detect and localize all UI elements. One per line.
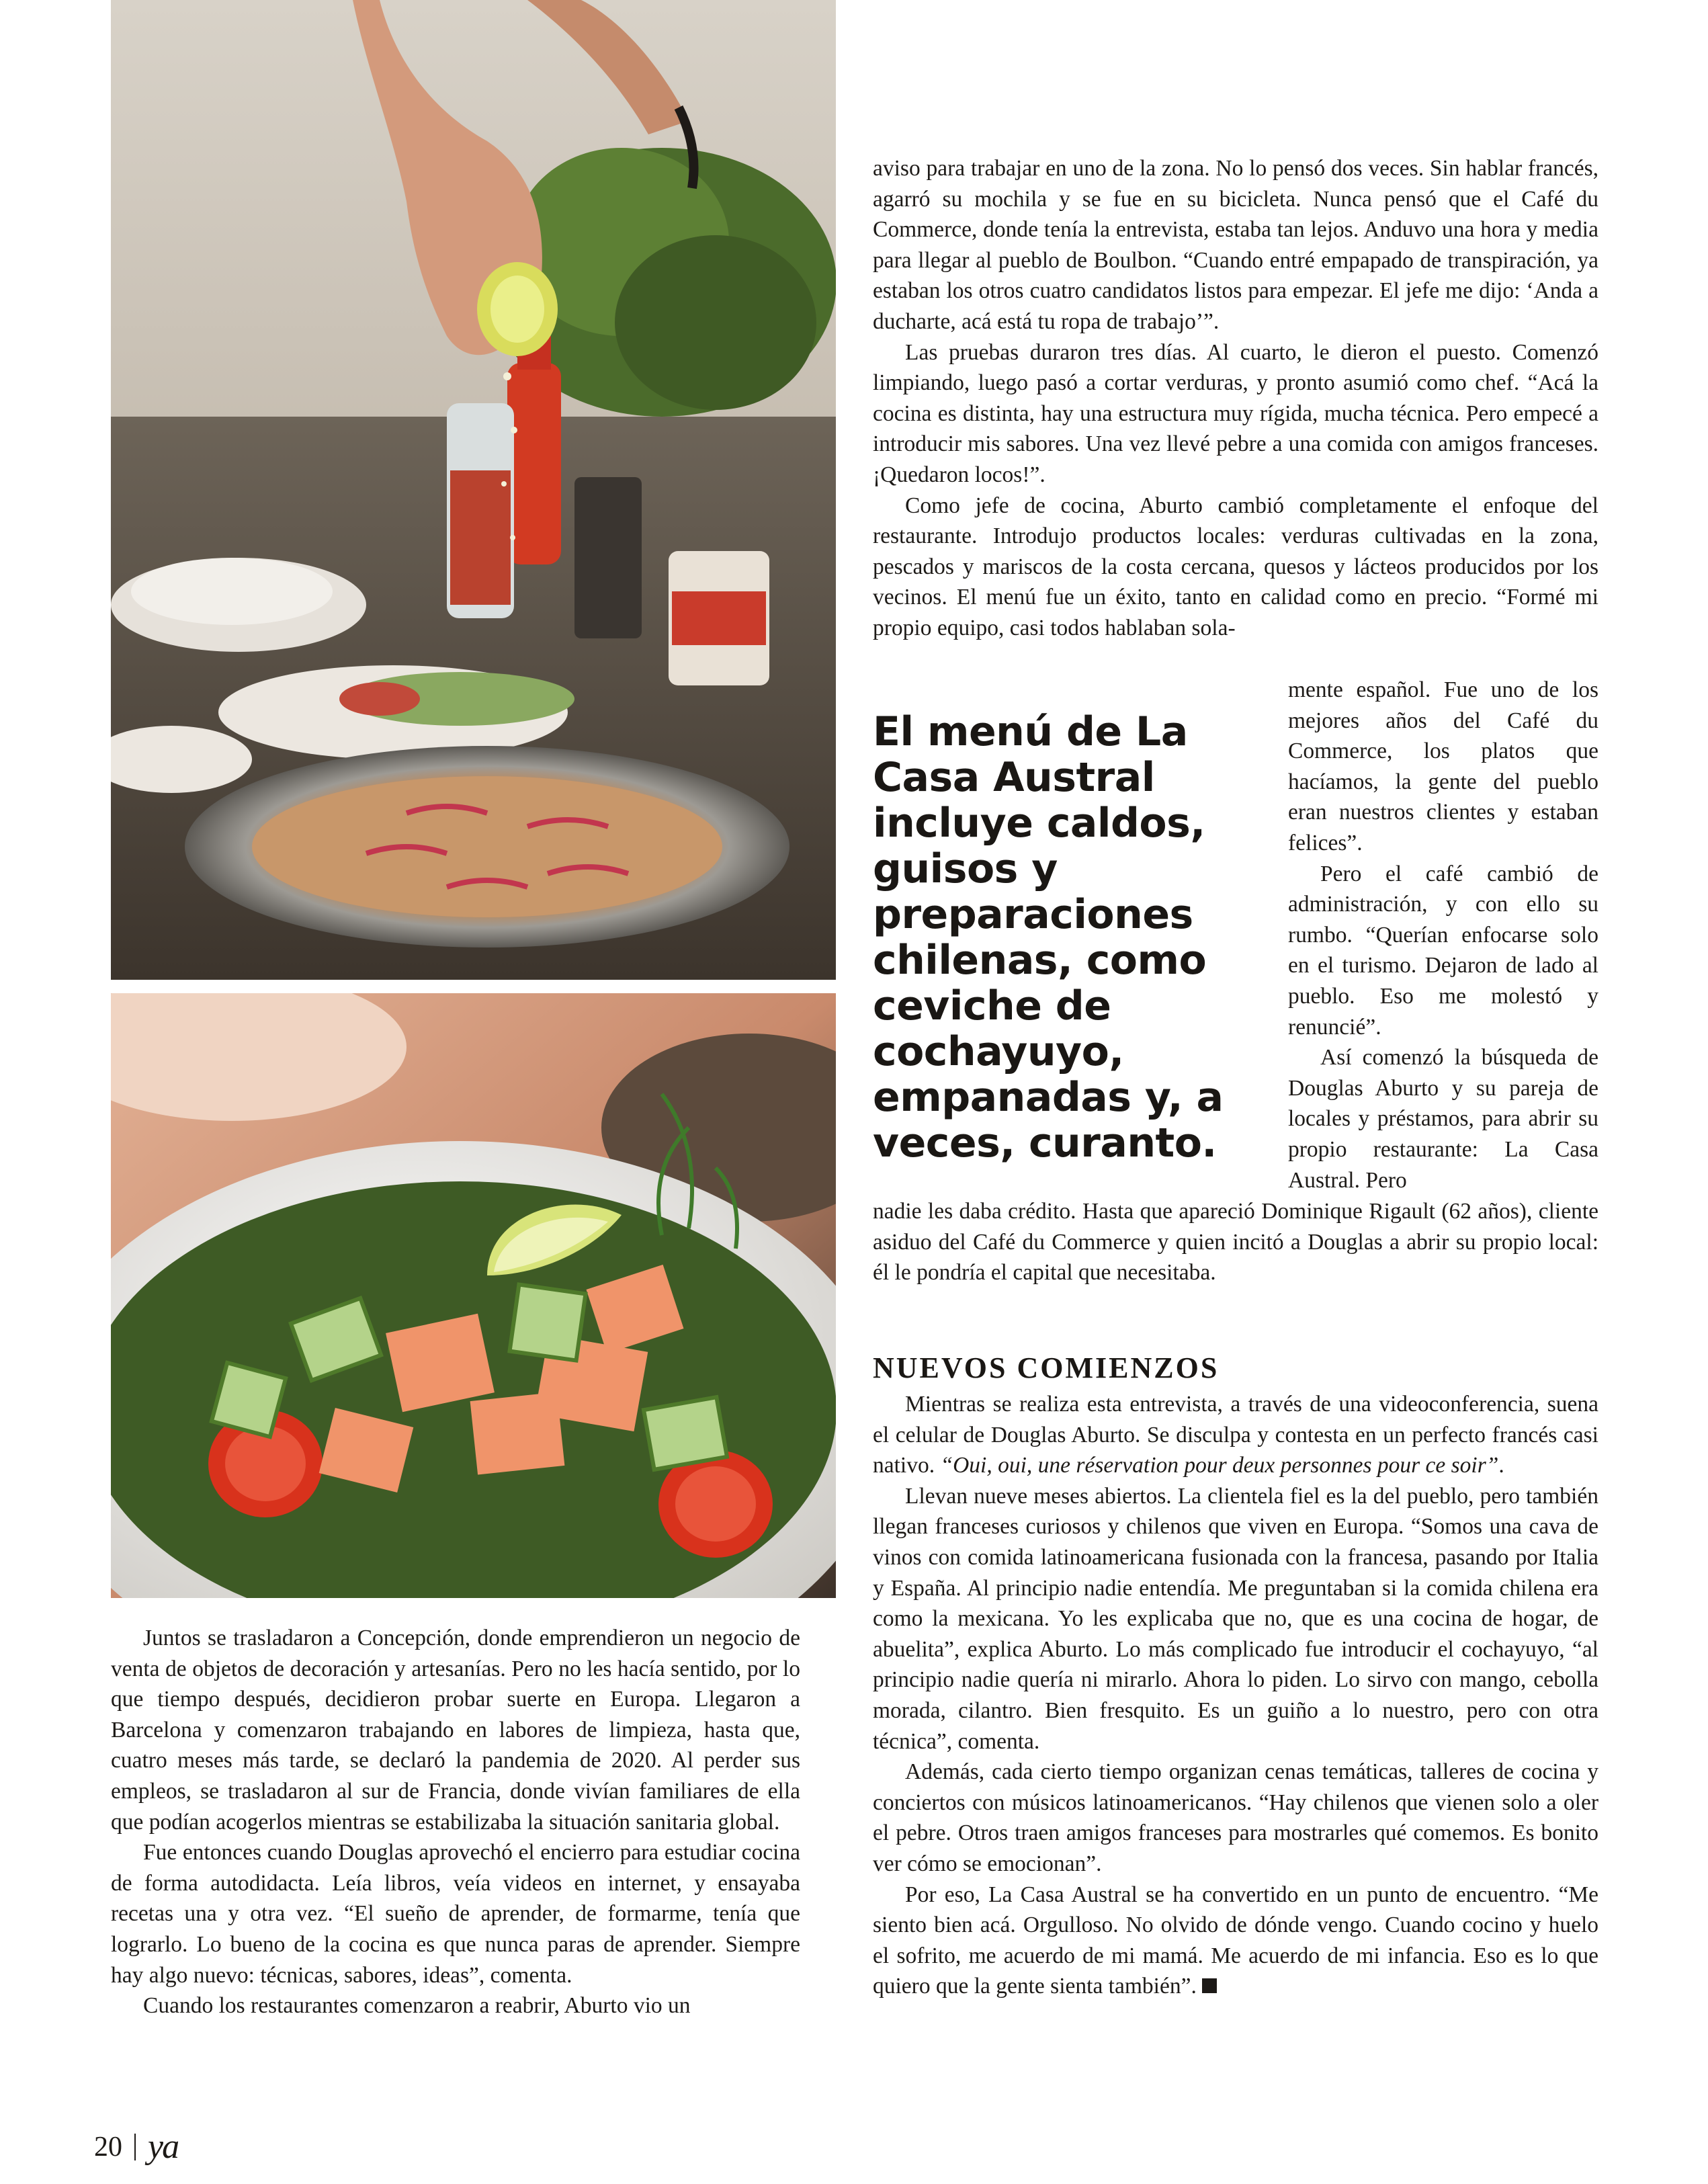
right-text-column-top [873, 153, 1598, 644]
section-paragraph-3: Además, cada cierto tiempo organizan cenas temáticas, talleres de cocina y conciertos con músicos latinoamericanos. “Hay chilenos que vienen solo a oler el pebre. Otros traen amigos franceses para mostrarles qué comemos. Es bonito ver cómo se emocionan”. [873, 1759, 1598, 1876]
right-paragraph-3: Como jefe de cocina, Aburto cambió completamente el enfoque del restaurante. Introdujo productos locales: verduras cultivadas en la zona, pescados y mariscos de la costa cercana, quesos y lácteos producidos por los vecinos. El menú fue un éxito, tanto en calidad como en precio. “Formé mi propio equipo, casi todos hablaban sola- [873, 493, 1598, 640]
right-paragraph-1: aviso para trabajar en uno de la zona. No lo pensó dos veces. Sin hablar francés, agarró su mochila y se fue en su bicicleta. Nunca pensó que el Café du Commerce, donde tenía la entrevista, estaba tan lejos. Anduvo una hora y media para llegar al pueblo de Boulbon. “Cuando entré empapado de transpiración, ya estaban los otros cuatro candidatos listos para empezar. El jefe me dijo: ‘Anda a ducharte, acá está tu ropa de trabajo’”. [873, 156, 1598, 334]
narrow-paragraph-1: mente español. Fue uno de los mejores años del Café du Commerce, los platos que hacíamos, la gente del pueblo eran nuestros clientes y estaban felices”. [1288, 677, 1598, 855]
section-paragraph-4-text: Por eso, La Casa Austral se ha convertido en un punto de encuentro. “Me siento bien acá. Orgulloso. No olvido de dónde vengo. Cuando cocino y huelo el sofrito, me acuerdo de mi mamá. Me acuerdo de mi infancia. Eso es lo que quiero que la gente sienta también”. [873, 1882, 1598, 1999]
right-text-column-wide [873, 1196, 1598, 1288]
narrow-paragraph-2: Pero el café cambió de administración, y con ello su rumbo. “Querían enfocarse solo en el turismo. Dejaron de lado al pueblo. Eso me molestó y renuncié”. [1288, 861, 1598, 1040]
section-paragraph-2: Llevan nueve meses abiertos. La clientela fiel es la del pueblo, pero también llegan franceses curiosos y chilenos que viven en Europa. “Somos una cava de vinos con comida latinoamericana fusionada con la francesa, pasando por Italia y España. Al principio nadie entendía. Me preguntaban si la comida chilena era como la mexicana. Yo les explicaba que no, que es una cocina de hogar, de abuelita”, explica Aburto. Lo más complicado fue introducir el cochayuyo, “al principio nadie quería ni mirarlo. Ahora lo piden. Lo sirvo con mango, cebolla morada, cilantro. Bien fresquito. Es un guiño a lo nuestro, pero con otra técnica”, comenta. [873, 1483, 1598, 1754]
right-text-column-narrow [1288, 675, 1598, 1195]
section-paragraph-1-quote: “Oui, oui, une réservation pour deux personnes pour ce soir” [940, 1453, 1499, 1478]
section-text-column [873, 1389, 1598, 2002]
photo-ceviche-bowl [111, 993, 836, 1598]
pull-quote: El menú de La Casa Austral incluye caldos, guisos y preparaciones chilenas, como ceviche de cochayuyo, empanadas y, a veces, curanto. [873, 708, 1224, 1167]
section-heading: NUEVOS COMIENZOS [873, 1351, 1220, 1384]
left-paragraph-3: Cuando los restaurantes comenzaron a reabrir, Aburto vio un [143, 1993, 691, 2019]
magazine-logo: ya [148, 2128, 179, 2166]
left-paragraph-1: Juntos se trasladaron a Concepción, donde emprendieron un negocio de venta de objetos de decoración y artesanías. Pero no les hacía sentido, por lo que tiempo después, decidieron probar suerte en Europa. Llegaron a Barcelona y comenzaron trabajando en labores de limpieza, hasta que, cuatro meses más tarde, se declaró la pandemia de 2020. Al perder sus empleos, se trasladaron al sur de Francia, donde vivían familiares de ella que podían acogerlos mientras se estabilizaba la situación sanitaria global. [111, 1626, 800, 1835]
right-paragraph-2: Las pruebas duraron tres días. Al cuarto, le dieron el puesto. Comenzó limpiando, luego pasó a cortar verduras, y pronto asumió como chef. “Acá la cocina es distinta, hay una estructura muy rígida, mucha técnica. Pero empecé a introducir mis sabores. Una vez llevé pebre a una comida con amigos franceses. ¡Quedaron locos!”. [873, 339, 1598, 487]
page-number: 20 [94, 2131, 122, 2162]
folio-divider [134, 2134, 136, 2160]
photo-chef-plating [111, 0, 836, 980]
section-paragraph-1-text: Mientras se realiza esta entrevista, a través de una videoconferencia, suena el celular de Douglas Aburto. Se disculpa y contesta en un perfecto francés casi nativo. [873, 1392, 1598, 1478]
narrow-paragraph-3: Así comenzó la búsqueda de Douglas Aburto y su pareja de locales y préstamos, para abrir su propio restaurante: La Casa Austral. Pero [1288, 1045, 1598, 1193]
section-paragraph-1 [873, 1389, 1598, 1481]
section-paragraph-4 [873, 1880, 1598, 2002]
wide-paragraph: nadie les daba crédito. Hasta que apareció Dominique Rigault (62 años), cliente asiduo del Café du Commerce y quien incitó a Douglas a abrir su propio local: él le pondría el capital que necesitaba. [873, 1199, 1598, 1286]
left-paragraph-2: Fue entonces cuando Douglas aprovechó el encierro para estudiar cocina de forma autodidacta. Leía libros, veía videos en internet, y ensayaba recetas una y otra vez. “El sueño de aprender, de formarme, tenía que lograrlo. Lo bueno de la cocina es que nunca paras de aprender. Siempre hay algo nuevo: técnicas, sabores, ideas”, comenta. [111, 1840, 800, 1988]
section-paragraph-1-end: . [1498, 1453, 1504, 1478]
left-text-column [111, 1623, 800, 2021]
page-folio [94, 2127, 178, 2167]
end-of-article-mark [1202, 1978, 1217, 1993]
